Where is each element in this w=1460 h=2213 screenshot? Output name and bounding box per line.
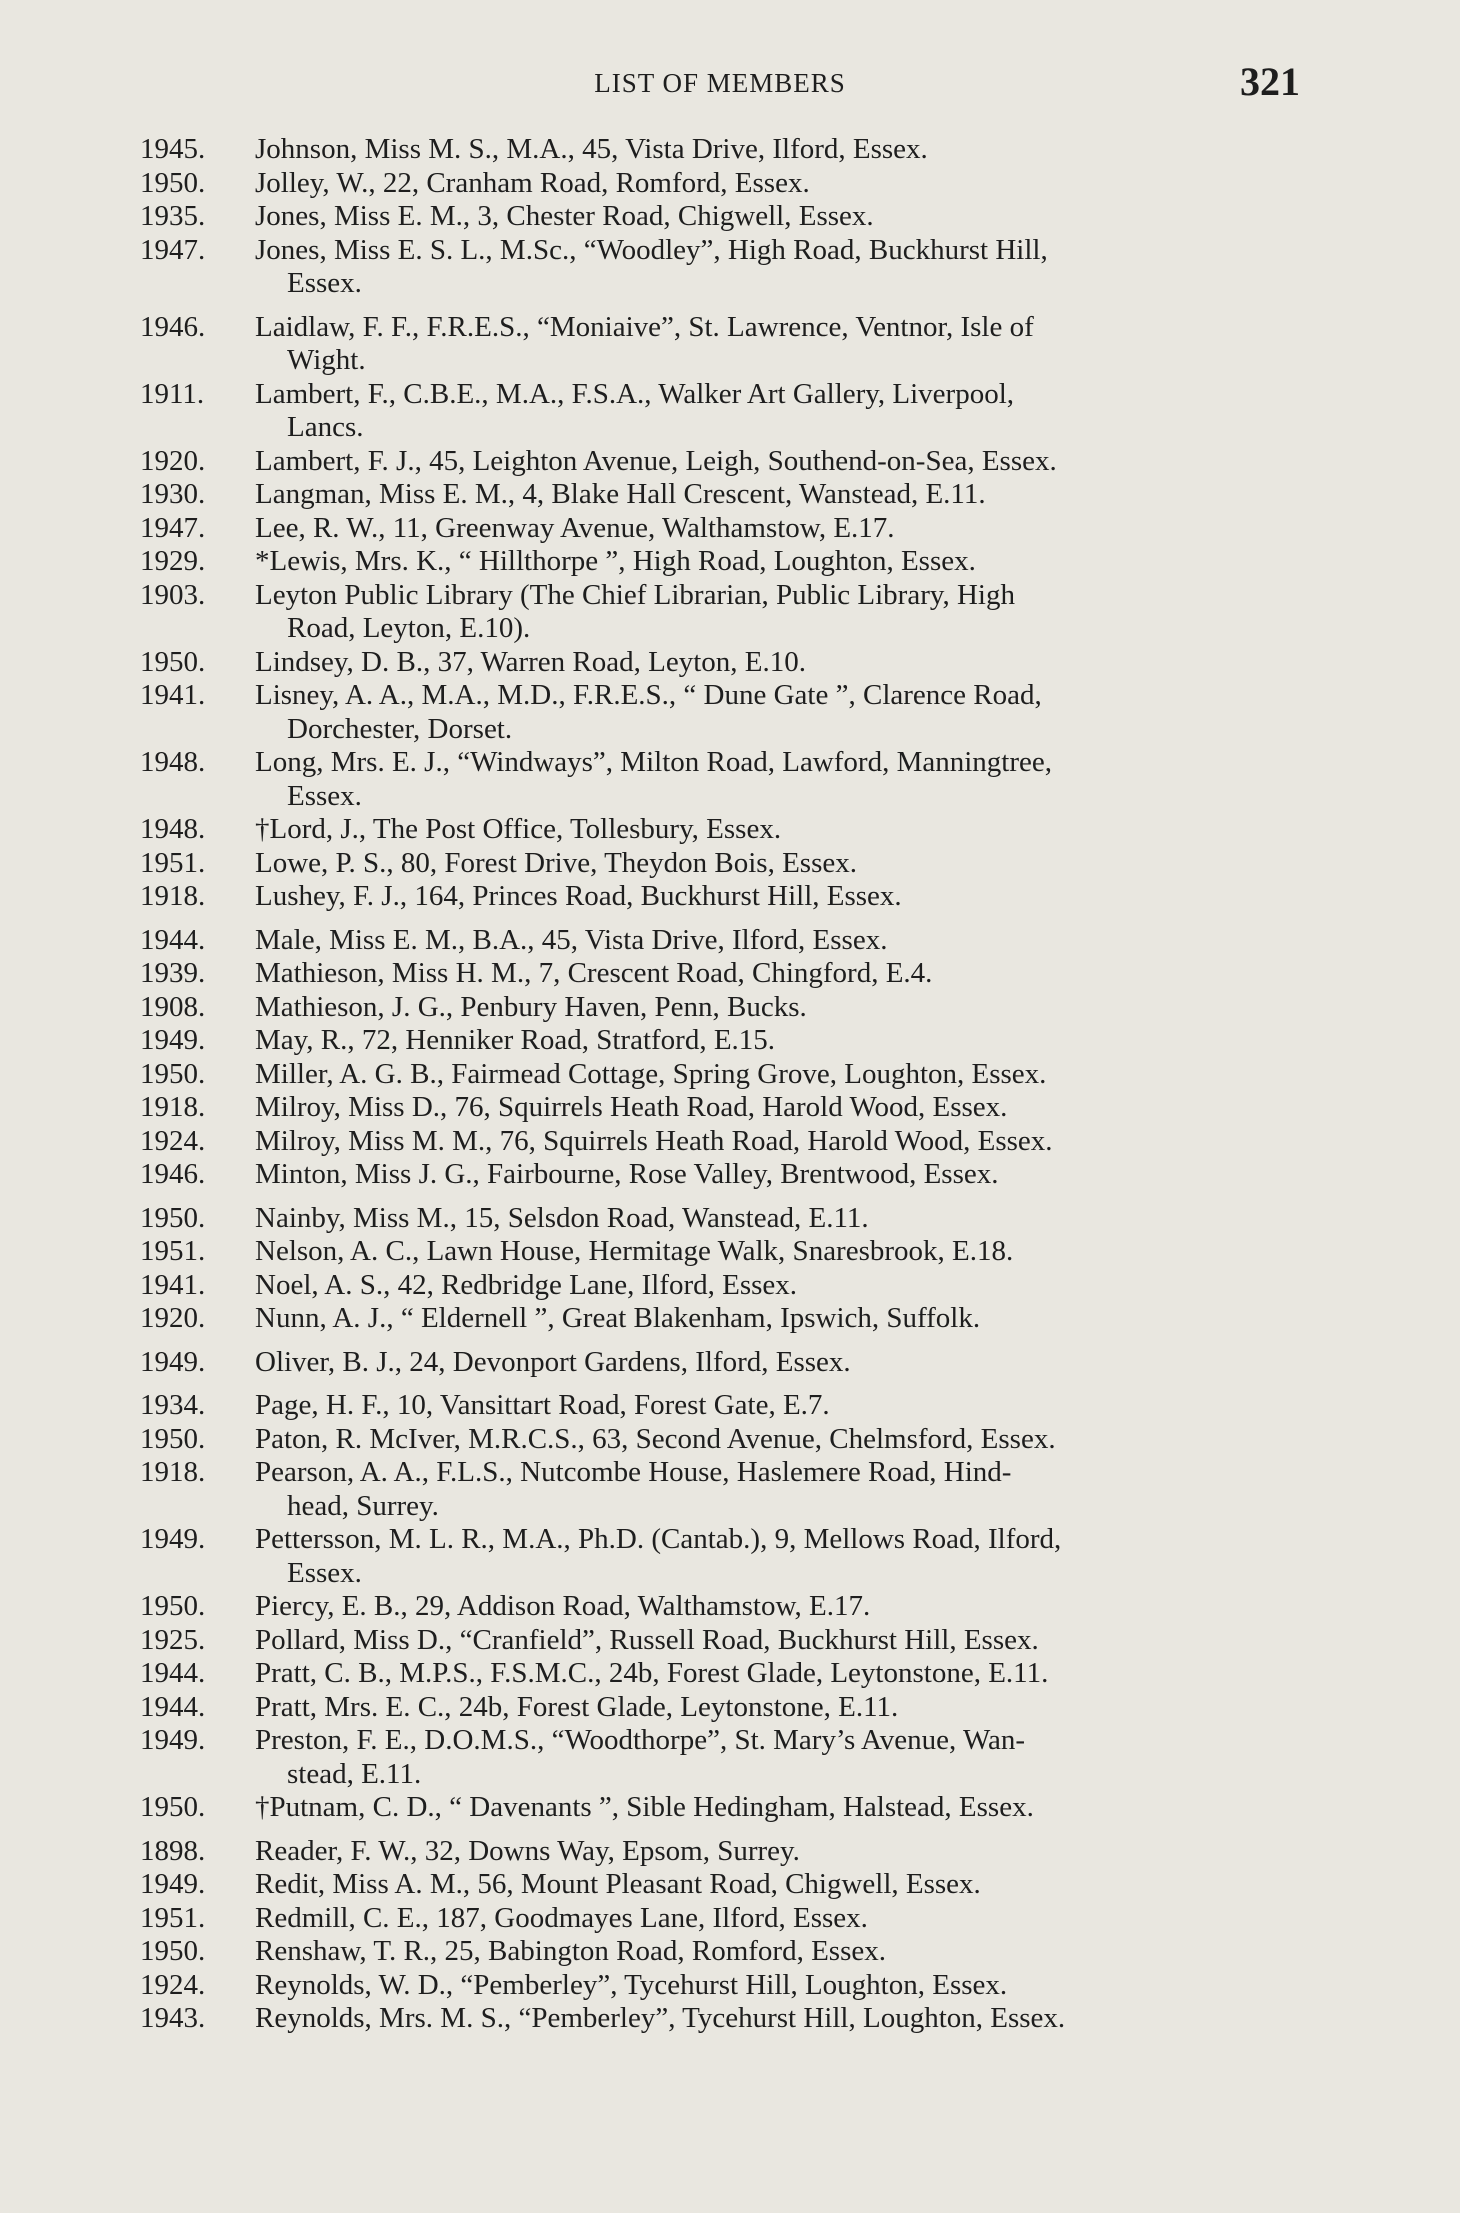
member-entry	[140, 2002, 1300, 2036]
member-entry	[140, 1058, 1300, 1092]
member-group	[140, 1202, 1300, 1336]
member-entry	[140, 924, 1300, 958]
election-year: 1949.	[140, 1724, 206, 1756]
election-year: 1946.	[140, 310, 206, 343]
member-entry	[140, 1657, 1300, 1691]
election-year: 1930.	[140, 478, 206, 510]
election-year: 1950.	[140, 1201, 206, 1234]
election-year: 1944.	[140, 1657, 206, 1689]
election-year: 1920.	[140, 444, 206, 477]
election-year: 1950.	[140, 1057, 206, 1090]
member-entry	[140, 957, 1300, 991]
member-details	[255, 234, 1300, 301]
member-entry	[140, 1269, 1300, 1303]
member-line: Lambert, F., C.B.E., M.A., F.S.A., Walker Art Gallery, Liverpool,	[255, 377, 1015, 410]
member-details	[255, 1235, 1300, 1269]
member-entry	[140, 1389, 1300, 1423]
election-year: 1950.	[140, 166, 206, 199]
election-year: 1903.	[140, 578, 206, 611]
member-group	[140, 1835, 1300, 2036]
member-details	[255, 311, 1300, 378]
member-line-continued: Dorchester, Dorset.	[287, 712, 513, 745]
member-details	[255, 991, 1300, 1025]
election-year: 1948.	[140, 813, 206, 845]
member-line-continued: head, Surrey.	[287, 1489, 439, 1522]
member-entry	[140, 1158, 1300, 1192]
member-entry	[140, 1202, 1300, 1236]
election-year: 1949.	[140, 1523, 206, 1555]
member-details	[255, 1657, 1300, 1691]
member-line: Redit, Miss A. M., 56, Mount Pleasant Road, Chigwell, Essex.	[255, 1868, 981, 1900]
member-entry	[140, 1902, 1300, 1936]
member-line: Pearson, A. A., F.L.S., Nutcombe House, Haslemere Road, Hind-	[255, 1456, 1012, 1488]
member-details	[255, 847, 1300, 881]
member-line: Nelson, A. C., Lawn House, Hermitage Walk, Snaresbrook, E.18.	[255, 1235, 1014, 1267]
page-header	[140, 59, 1300, 112]
member-entry	[140, 746, 1300, 813]
member-details	[255, 1423, 1300, 1457]
member-details	[255, 1724, 1300, 1791]
member-details	[255, 378, 1300, 445]
member-line: Noel, A. S., 42, Redbridge Lane, Ilford, Essex.	[255, 1268, 798, 1301]
member-line: Redmill, C. E., 187, Goodmayes Lane, Ilford, Essex.	[255, 1901, 868, 1934]
member-group	[140, 1389, 1300, 1825]
member-entry	[140, 478, 1300, 512]
election-year: 1950.	[140, 1422, 206, 1455]
member-entry	[140, 1624, 1300, 1658]
member-entry	[140, 1935, 1300, 1969]
member-entry	[140, 679, 1300, 746]
member-details	[255, 512, 1300, 546]
member-line: Page, H. F., 10, Vansittart Road, Forest Gate, E.7.	[255, 1389, 830, 1421]
member-line: Long, Mrs. E. J., “Windways”, Milton Road, Lawford, Manningtree,	[255, 746, 1052, 778]
member-line: Leyton Public Library (The Chief Librarian, Public Library, High	[255, 578, 1015, 611]
member-entry	[140, 234, 1300, 301]
member-line-continued: Lancs.	[287, 411, 364, 443]
member-line-continued: Road, Leyton, E.10).	[287, 612, 531, 644]
member-line-continued: Essex.	[287, 779, 362, 812]
member-line: Laidlaw, F. F., F.R.E.S., “Moniaive”, St. Lawrence, Ventnor, Isle of	[255, 310, 1034, 343]
election-year: 1918.	[140, 1091, 206, 1123]
member-details	[255, 1691, 1300, 1725]
member-entry	[140, 847, 1300, 881]
member-group	[140, 311, 1300, 914]
member-details	[255, 679, 1300, 746]
member-entry	[140, 1523, 1300, 1590]
member-line: Renshaw, T. R., 25, Babington Road, Romford, Essex.	[255, 1935, 886, 1967]
member-details	[255, 1935, 1300, 1969]
member-entry	[140, 1125, 1300, 1159]
member-details	[255, 1269, 1300, 1303]
running-title: LIST OF MEMBERS	[594, 68, 846, 98]
member-line: Milroy, Miss D., 76, Squirrels Heath Road, Harold Wood, Essex.	[255, 1091, 1008, 1123]
member-line: Reader, F. W., 32, Downs Way, Epsom, Surrey.	[255, 1834, 800, 1867]
member-line: Pratt, C. B., M.P.S., F.S.M.C., 24b, Forest Glade, Leytonstone, E.11.	[255, 1657, 1049, 1689]
election-year: 1949.	[140, 1868, 206, 1900]
election-year: 1947.	[140, 233, 206, 266]
member-details	[255, 133, 1300, 167]
member-line-continued: Essex.	[287, 267, 362, 299]
member-details	[255, 200, 1300, 234]
member-entry	[140, 512, 1300, 546]
member-details	[255, 1523, 1300, 1590]
member-details	[255, 746, 1300, 813]
member-details	[255, 1389, 1300, 1423]
election-year: 1934.	[140, 1389, 206, 1421]
member-entry	[140, 1302, 1300, 1336]
member-details	[255, 1868, 1300, 1902]
member-entry	[140, 880, 1300, 914]
member-entry	[140, 579, 1300, 646]
member-details	[255, 1969, 1300, 2003]
election-year: 1946.	[140, 1158, 206, 1190]
member-entry	[140, 1791, 1300, 1825]
election-year: 1951.	[140, 846, 206, 879]
election-year: 1924.	[140, 1968, 206, 2001]
election-year: 1941.	[140, 1268, 206, 1301]
member-line: Nainby, Miss M., 15, Selsdon Road, Wanstead, E.11.	[255, 1201, 869, 1234]
member-entry	[140, 1235, 1300, 1269]
member-details	[255, 1024, 1300, 1058]
election-year: 1944.	[140, 1690, 206, 1723]
member-line: Pettersson, M. L. R., M.A., Ph.D. (Cantab.), 9, Mellows Road, Ilford,	[255, 1523, 1062, 1555]
member-details	[255, 1624, 1300, 1658]
member-entry	[140, 445, 1300, 479]
member-line: Nunn, A. J., “ Eldernell ”, Great Blakenham, Ipswich, Suffolk.	[255, 1302, 981, 1334]
member-line: Lee, R. W., 11, Greenway Avenue, Walthamstow, E.17.	[255, 511, 895, 544]
member-entry	[140, 378, 1300, 445]
election-year: 1935.	[140, 200, 206, 232]
member-line: Jones, Miss E. M., 3, Chester Road, Chigwell, Essex.	[255, 200, 874, 232]
member-entry	[140, 1969, 1300, 2003]
member-entry	[140, 311, 1300, 378]
election-year: 1948.	[140, 746, 206, 778]
member-entry	[140, 646, 1300, 680]
member-entry	[140, 1590, 1300, 1624]
member-details	[255, 813, 1300, 847]
member-line: Lisney, A. A., M.A., M.D., F.R.E.S., “ Dune Gate ”, Clarence Road,	[255, 679, 1042, 711]
member-details	[255, 1058, 1300, 1092]
election-year: 1950.	[140, 1791, 206, 1823]
member-line: Reynolds, Mrs. M. S., “Pemberley”, Tycehurst Hill, Loughton, Essex.	[255, 2002, 1066, 2034]
election-year: 1950.	[140, 1935, 206, 1967]
election-year: 1918.	[140, 1456, 206, 1488]
member-line: Lindsey, D. B., 37, Warren Road, Leyton, E.10.	[255, 645, 806, 678]
member-line: Reynolds, W. D., “Pemberley”, Tycehurst Hill, Loughton, Essex.	[255, 1968, 1008, 2001]
election-year: 1945.	[140, 133, 206, 165]
election-year: 1908.	[140, 990, 206, 1023]
member-details	[255, 1125, 1300, 1159]
member-line: Pratt, Mrs. E. C., 24b, Forest Glade, Leytonstone, E.11.	[255, 1690, 899, 1723]
member-entry	[140, 1835, 1300, 1869]
election-year: 1943.	[140, 2002, 206, 2034]
member-line-continued: Essex.	[287, 1556, 362, 1589]
member-line: Jones, Miss E. S. L., M.Sc., “Woodley”, High Road, Buckhurst Hill,	[255, 233, 1048, 266]
member-entry	[140, 813, 1300, 847]
member-details	[255, 1346, 1300, 1380]
election-year: 1925.	[140, 1623, 206, 1656]
member-entry	[140, 1091, 1300, 1125]
member-line: †Putnam, C. D., “ Davenants ”, Sible Hedingham, Halstead, Essex.	[255, 1791, 1034, 1823]
member-line-continued: Wight.	[287, 344, 366, 376]
member-details	[255, 445, 1300, 479]
member-details	[255, 957, 1300, 991]
member-line: Male, Miss E. M., B.A., 45, Vista Drive, Ilford, Essex.	[255, 923, 888, 956]
member-entry	[140, 1423, 1300, 1457]
member-line: Oliver, B. J., 24, Devonport Gardens, Ilford, Essex.	[255, 1345, 851, 1378]
member-entry	[140, 991, 1300, 1025]
member-details	[255, 924, 1300, 958]
member-entry	[140, 200, 1300, 234]
member-details	[255, 1835, 1300, 1869]
member-entry	[140, 133, 1300, 167]
member-line: Paton, R. McIver, M.R.C.S., 63, Second Avenue, Chelmsford, Essex.	[255, 1422, 1056, 1455]
election-year: 1929.	[140, 545, 206, 577]
member-line: Milroy, Miss M. M., 76, Squirrels Heath Road, Harold Wood, Essex.	[255, 1124, 1053, 1157]
member-line: Langman, Miss E. M., 4, Blake Hall Crescent, Wanstead, E.11.	[255, 478, 986, 510]
member-details	[255, 579, 1300, 646]
page-number: 321	[1240, 59, 1300, 104]
election-year: 1947.	[140, 511, 206, 544]
member-entry	[140, 1024, 1300, 1058]
election-year: 1950.	[140, 1590, 206, 1622]
member-details	[255, 1590, 1300, 1624]
member-details	[255, 545, 1300, 579]
member-entry	[140, 1868, 1300, 1902]
member-details	[255, 1091, 1300, 1125]
member-entry	[140, 1724, 1300, 1791]
member-line: Johnson, Miss M. S., M.A., 45, Vista Drive, Ilford, Essex.	[255, 133, 928, 165]
member-line: Jolley, W., 22, Cranham Road, Romford, Essex.	[255, 166, 810, 199]
member-line: Mathieson, Miss H. M., 7, Crescent Road, Chingford, E.4.	[255, 957, 933, 989]
member-group	[140, 1346, 1300, 1380]
member-group	[140, 133, 1300, 301]
member-details	[255, 1902, 1300, 1936]
election-year: 1949.	[140, 1345, 206, 1378]
election-year: 1924.	[140, 1124, 206, 1157]
member-details	[255, 646, 1300, 680]
member-list	[140, 133, 1300, 2046]
member-details	[255, 1302, 1300, 1336]
member-details	[255, 1158, 1300, 1192]
member-line: Minton, Miss J. G., Fairbourne, Rose Valley, Brentwood, Essex.	[255, 1158, 999, 1190]
election-year: 1941.	[140, 679, 206, 711]
member-line: †Lord, J., The Post Office, Tollesbury, Essex.	[255, 813, 782, 845]
member-entry	[140, 1691, 1300, 1725]
election-year: 1939.	[140, 957, 206, 989]
member-entry	[140, 167, 1300, 201]
member-line: Lushey, F. J., 164, Princes Road, Buckhurst Hill, Essex.	[255, 880, 902, 912]
election-year: 1950.	[140, 645, 206, 678]
member-entry	[140, 545, 1300, 579]
member-details	[255, 2002, 1300, 2036]
member-details	[255, 167, 1300, 201]
member-details	[255, 1791, 1300, 1825]
member-line-continued: stead, E.11.	[287, 1757, 422, 1790]
member-line: Mathieson, J. G., Penbury Haven, Penn, Bucks.	[255, 990, 807, 1023]
member-line: May, R., 72, Henniker Road, Stratford, E.15.	[255, 1024, 776, 1056]
member-entry	[140, 1456, 1300, 1523]
election-year: 1951.	[140, 1235, 206, 1267]
member-line: Lowe, P. S., 80, Forest Drive, Theydon Bois, Essex.	[255, 846, 858, 879]
election-year: 1951.	[140, 1901, 206, 1934]
election-year: 1911.	[140, 377, 205, 410]
member-details	[255, 1202, 1300, 1236]
election-year: 1920.	[140, 1302, 206, 1334]
member-group	[140, 924, 1300, 1192]
member-entry	[140, 1346, 1300, 1380]
member-line: *Lewis, Mrs. K., “ Hillthorpe ”, High Road, Loughton, Essex.	[255, 545, 976, 577]
member-details	[255, 1456, 1300, 1523]
member-line: Piercy, E. B., 29, Addison Road, Walthamstow, E.17.	[255, 1590, 871, 1622]
election-year: 1944.	[140, 923, 206, 956]
member-line: Miller, A. G. B., Fairmead Cottage, Spring Grove, Loughton, Essex.	[255, 1057, 1047, 1090]
member-details	[255, 478, 1300, 512]
election-year: 1949.	[140, 1024, 206, 1056]
election-year: 1898.	[140, 1834, 206, 1867]
member-line: Lambert, F. J., 45, Leighton Avenue, Leigh, Southend-on-Sea, Essex.	[255, 444, 1057, 477]
member-line: Preston, F. E., D.O.M.S., “Woodthorpe”, St. Mary’s Avenue, Wan-	[255, 1724, 1026, 1756]
election-year: 1918.	[140, 880, 206, 912]
member-details	[255, 880, 1300, 914]
member-line: Pollard, Miss D., “Cranfield”, Russell Road, Buckhurst Hill, Essex.	[255, 1623, 1039, 1656]
